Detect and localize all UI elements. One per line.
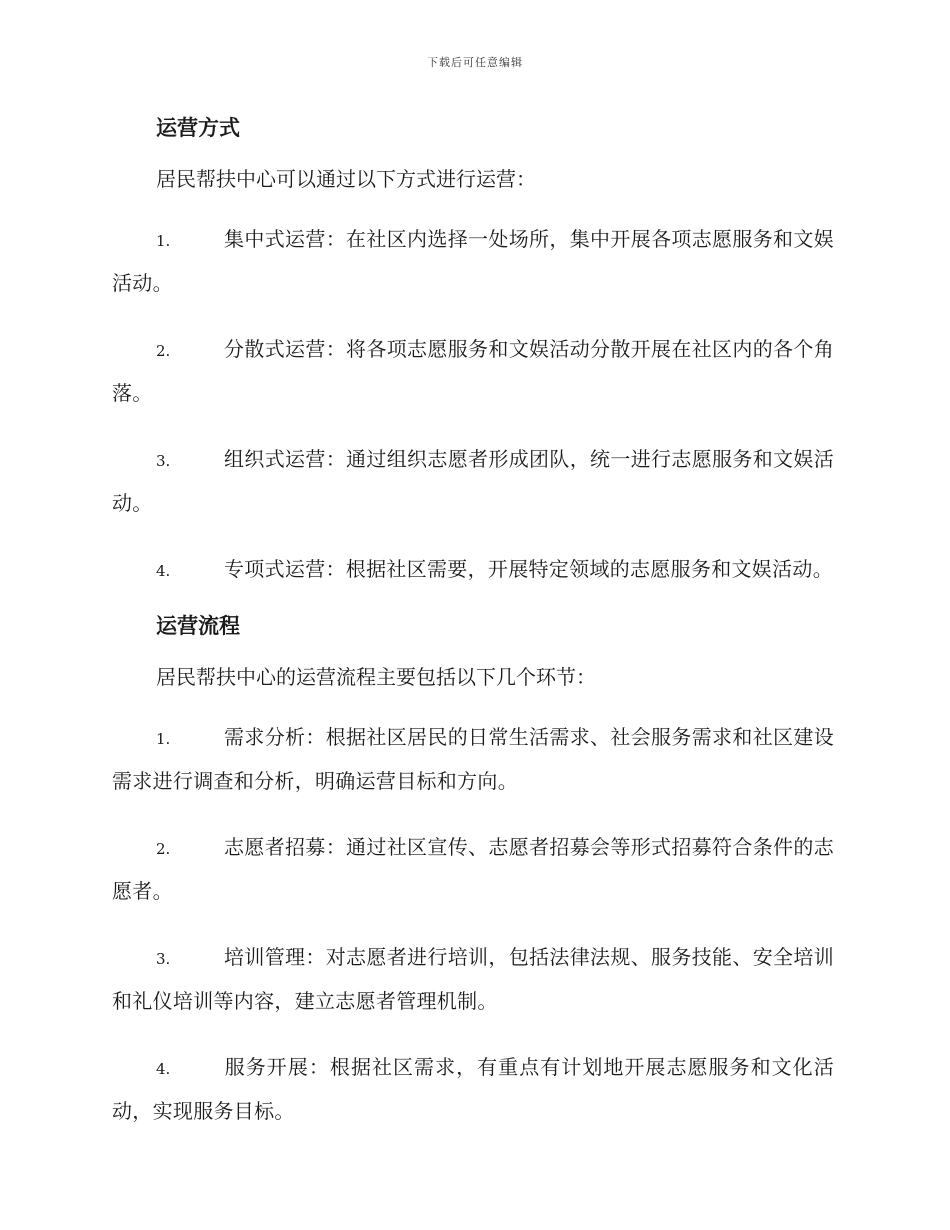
list-item (112, 548, 834, 592)
list-item-text: 组织式运营：通过组织志愿者形成团队，统一进行志愿服务和文娱活动。 (112, 447, 834, 515)
list-item-text: 需求分析：根据社区居民的日常生活需求、社会服务需求和社区建设需求进行调查和分析，明确运营目标和方向。 (112, 725, 834, 793)
list-item-number: 2. (156, 840, 171, 858)
list-item-number: 1. (156, 232, 171, 250)
list-item (112, 218, 834, 304)
section-intro-operation-process: 居民帮扶中心的运营流程主要包括以下几个环节： (156, 665, 596, 689)
list-item-number: 3. (156, 452, 171, 470)
list-item-text: 培训管理：对志愿者进行培训，包括法律法规、服务技能、安全培训和礼仪培训等内容，建立志愿者管理机制。 (112, 945, 834, 1013)
list-item (112, 328, 834, 414)
list-item-text: 专项式运营：根据社区需要，开展特定领域的志愿服务和文娱活动。 (224, 557, 833, 581)
list-item-number: 1. (156, 730, 171, 748)
list-item (112, 1046, 834, 1132)
list-item (112, 936, 834, 1022)
list-item-number: 3. (156, 950, 171, 968)
page-header: 下载后可任意编辑 (427, 56, 523, 69)
section-heading-operation-process: 运营流程 (156, 613, 240, 638)
list-item-text: 分散式运营：将各项志愿服务和文娱活动分散开展在社区内的各个角落。 (112, 337, 834, 405)
operation-process-list (112, 716, 834, 1132)
list-item-number: 4. (156, 562, 171, 580)
document-body (112, 112, 834, 1132)
section-intro-operation-mode: 居民帮扶中心可以通过以下方式进行运营： (156, 167, 536, 191)
operation-mode-list (112, 218, 834, 592)
list-item (112, 716, 834, 802)
list-item (112, 826, 834, 912)
section-heading-operation-mode: 运营方式 (156, 115, 240, 140)
list-item-text: 服务开展：根据社区需求，有重点有计划地开展志愿服务和文化活动，实现服务目标。 (112, 1055, 834, 1123)
list-item-number: 4. (156, 1060, 171, 1078)
list-item (112, 438, 834, 524)
list-item-text: 集中式运营：在社区内选择一处场所，集中开展各项志愿服务和文娱活动。 (112, 227, 834, 295)
list-item-text: 志愿者招募：通过社区宣传、志愿者招募会等形式招募符合条件的志愿者。 (112, 835, 834, 903)
list-item-number: 2. (156, 342, 171, 360)
